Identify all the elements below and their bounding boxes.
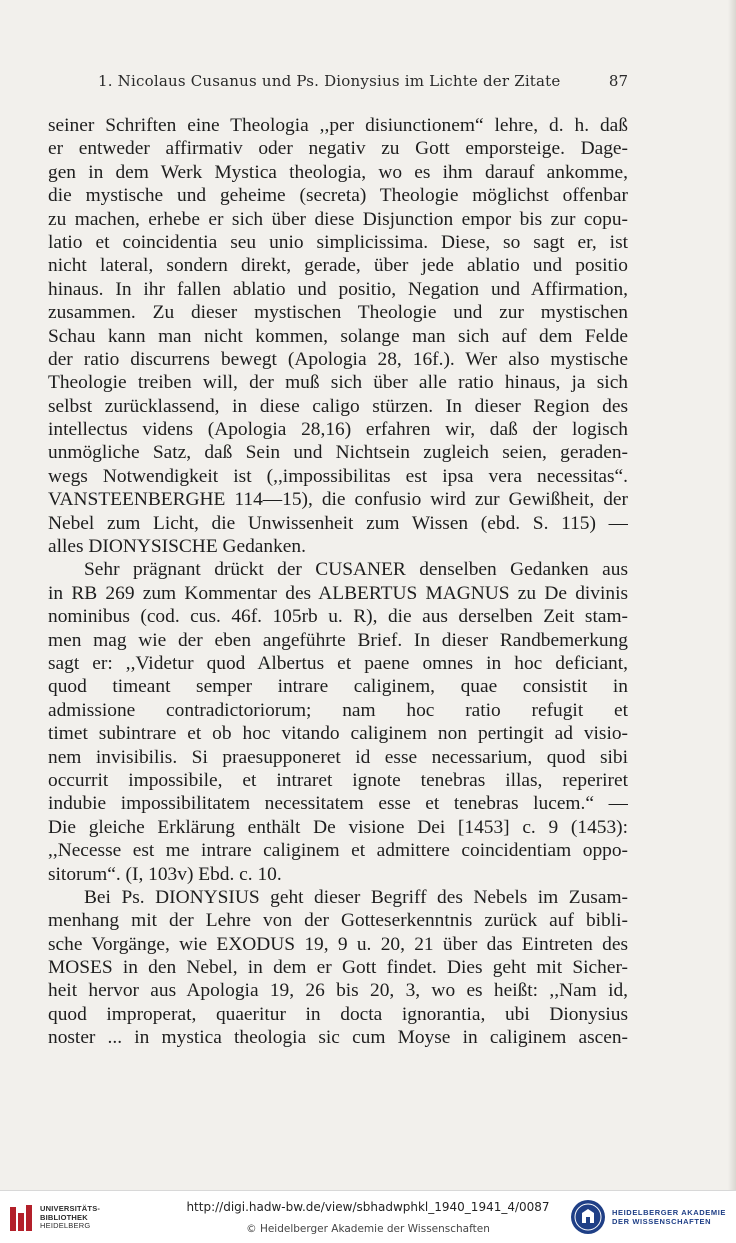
permalink-url[interactable]: http://digi.hadw-bw.de/view/sbhadwphkl_1940_1941_4/0087: [186, 1200, 550, 1214]
text-line: seiner Schriften eine Theologia ,,per disiunctionem“ lehre, d. h. daß: [48, 115, 628, 136]
text-line: wegs Notwendigkeit ist (,,impossibilitas est ipsa vera necessitas“.: [48, 465, 628, 487]
running-head-title: 1. Nicolaus Cusanus und Ps. Dionysius im Lichte der Zitate: [98, 72, 561, 90]
body-text: [48, 114, 628, 1050]
text-line: Nebel zum Licht, die Unwissenheit zum Wissen (ebd. S. 115) —: [48, 512, 628, 534]
text-line: quod timeant semper intrare caliginem, quae consistit in: [48, 676, 628, 698]
text-line: Sehr prägnant drückt der CUSANER denselben Gedanken aus: [84, 559, 628, 581]
academy-name: HEIDELBERGER AKADEMIE DER WISSENSCHAFTEN: [612, 1208, 726, 1226]
text-line: sche Vorgänge, wie EXODUS 19, 9 u. 20, 21 über das Eintreten des: [48, 933, 628, 955]
text-line: men mag wie der eben angeführte Brief. In dieser Randbemerkung: [48, 629, 628, 651]
text-line: menhang mit der Lehre von der Gotteserkenntnis zurück auf bibli-: [48, 910, 628, 932]
text-line: nem invisibilis. Si praesupponeret id esse necessarium, quod sibi: [48, 746, 628, 768]
text-line: admissione contradictoriorum; nam hoc ratio refugit et: [48, 699, 628, 721]
text-line: zu machen, erhebe er sich über diese Disjunction empor bis zur copu-: [48, 208, 628, 230]
text-line: Bei Ps. DIONYSIUS geht dieser Begriff des Nebels im Zusam-: [84, 886, 628, 908]
text-line: er entweder affirmativ oder negativ zu Gott emporsteige. Dage-: [48, 138, 628, 160]
text-line: Theologie treiben will, der muß sich über alle ratio hinaus, ja sich: [48, 372, 628, 394]
text-line: sagt er: ,,Videtur quod Albertus et paene omnes in hoc deficiant,: [48, 652, 628, 674]
text-line: der ratio discurrens bewegt (Apologia 28, 16f.). Wer also mystische: [48, 348, 628, 370]
text-line: unmögliche Satz, daß Sein und Nichtsein zugleich seien, geraden-: [48, 442, 628, 464]
copyright-notice: © Heidelberger Akademie der Wissenschaften: [246, 1223, 490, 1235]
text-line: selbst zurücklassend, in diese caligo stürzen. In dieser Region des: [48, 395, 628, 417]
text-line: MOSES in den Nebel, in dem er Gott findet. Dies geht mit Sicher-: [48, 957, 628, 979]
text-line: quod improperat, quaeritur in docta ignorantia, ubi Dionysius: [48, 1003, 628, 1025]
page-number: 87: [608, 72, 628, 90]
text-line: alles DIONYSISCHE Gedanken.: [48, 536, 306, 558]
running-head: [48, 72, 628, 92]
text-line: heit hervor aus Apologia 19, 26 bis 20, 3, wo es heißt: ,,Nam id,: [48, 980, 628, 1002]
text-line: intellectus videns (Apologia 28,16) erfahren wir, daß der logisch: [48, 419, 628, 441]
text-line: zusammen. Zu dieser mystischen Theologie und zur mystischen: [48, 302, 628, 324]
text-line: die mystische und geheime (secreta) Theologie möglichst offenbar: [48, 185, 628, 207]
text-line: occurrit impossibile, et intraret ignote tenebras illas, reperiret: [48, 769, 628, 791]
text-line: VANSTEENBERGHE 114—15), die confusio wird zur Gewißheit, der: [48, 489, 628, 511]
text-line: nominibus (cod. cus. 46f. 105rb u. R), die aus derselben Zeit stam-: [48, 606, 628, 628]
text-line: nicht lateral, sondern direkt, gerade, über jede ablatio und positio: [48, 255, 628, 277]
text-line: in RB 269 zum Kommentar des ALBERTUS MAGNUS zu De divinis: [48, 582, 628, 604]
text-line: latio et coincidentia seu unio simplicissima. Diese, so sagt er, ist: [48, 231, 628, 253]
text-line: Die gleiche Erklärung enthält De visione Dei [1453] c. 9 (1453):: [48, 816, 628, 838]
text-line: timet subintrare et ob hoc vitando caliginem non pertingit ad visio-: [48, 723, 628, 745]
text-line: Schau kann man nicht kommen, solange man sich auf dem Felde: [48, 325, 628, 347]
text-line: noster ... in mystica theologia sic cum Moyse in caliginem ascen-: [48, 1027, 628, 1049]
academy-seal-icon: [570, 1199, 606, 1235]
text-line: hinaus. In ihr fallen ablatio und positio, Negation und Affirmation,: [48, 278, 628, 300]
university-library-name: UNIVERSITÄTS- BIBLIOTHEK HEIDELBERG: [40, 1204, 101, 1230]
text-line: gen in dem Werk Mystica theologia, wo es ihm darauf ankomme,: [48, 161, 628, 183]
text-line: sitorum“. (I, 103v) Ebd. c. 10.: [48, 863, 282, 885]
viewer-footer: [0, 1190, 736, 1243]
text-line: ,,Necesse est me intrare caliginem et admittere coincidentiam oppo-: [48, 840, 628, 862]
text-line: indubie impossibilitatem necessitatem esse et tenebras lucem.“ —: [48, 793, 628, 815]
